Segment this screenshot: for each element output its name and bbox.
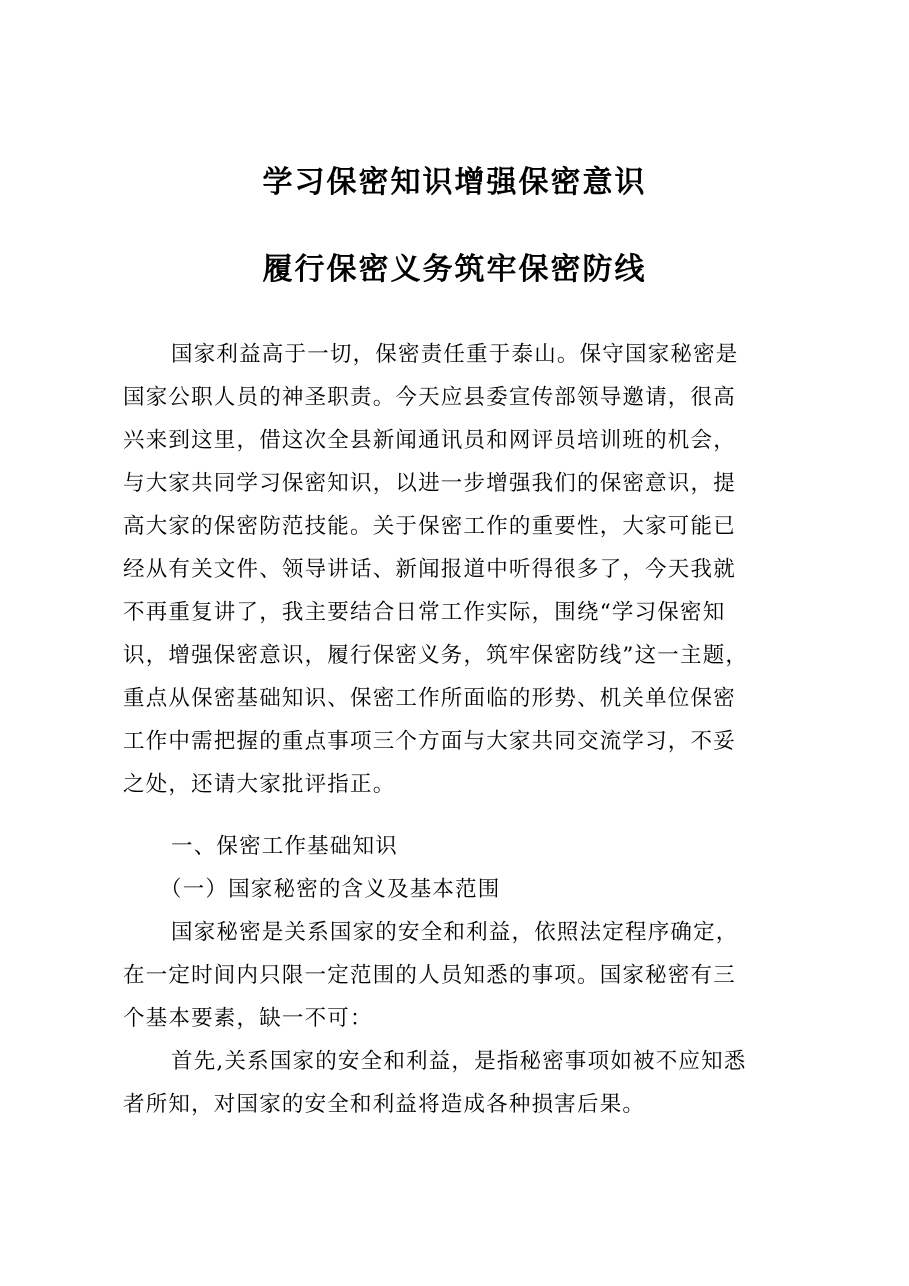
paragraph-definition (123, 911, 795, 1040)
paragraph-line: 识，增强保密意识，履行保密义务，筑牢保密防线”这一主题， (123, 643, 749, 668)
paragraph-intro (123, 333, 795, 806)
paragraph-line: 者所知，对国家的安全和利益将造成各种损害后果。 (123, 1092, 646, 1117)
paragraph-line: 高大家的保密防范技能。关于保密工作的重要性，大家可能已 (123, 514, 736, 539)
paragraph-line: 不再重复讲了，我主要结合日常工作实际，围绕“学习保密知 (123, 600, 726, 625)
paragraph-line: 经从有关文件、领导讲话、新闻报道中听得很多了，今天我就 (123, 557, 736, 582)
paragraph-line: 之处，还请大家批评指正。 (123, 772, 396, 797)
paragraph-line: 国家秘密是关系国家的安全和利益，依照法定程序确定， (171, 920, 739, 945)
subsection-heading: （一）国家秘密的含义及基本范围 (160, 877, 501, 902)
paragraph-line: 兴来到这里，借这次全县新闻通讯员和网评员培训班的机会， (123, 428, 736, 453)
paragraph-line: 工作中需把握的重点事项三个方面与大家共同交流学习，不妥 (123, 729, 736, 754)
document-title-line-1: 学习保密知识增强保密意识 (262, 165, 647, 200)
paragraph-line: 重点从保密基础知识、保密工作所面临的形势、机关单位保密 (123, 686, 736, 711)
paragraph-first-element (123, 1040, 795, 1126)
paragraph-line: 国家利益高于一切，保密责任重于泰山。保守国家秘密是 (171, 342, 739, 367)
paragraph-line: 首先,关系国家的安全和利益，是指秘密事项如被不应知悉 (171, 1049, 747, 1074)
paragraph-line: 与大家共同学习保密知识，以进一步增强我们的保密意识，提 (123, 471, 736, 496)
paragraph-line: 国家公职人员的神圣职责。今天应县委宣传部领导邀请，很高 (123, 385, 736, 410)
section-heading: 一、保密工作基础知识 (171, 834, 399, 859)
paragraph-line: 在一定时间内只限一定范围的人员知悉的事项。国家秘密有三 (123, 963, 736, 988)
document-title-line-2: 履行保密义务筑牢保密防线 (262, 252, 647, 287)
paragraph-line: 个基本要素，缺一不可： (123, 1006, 373, 1031)
